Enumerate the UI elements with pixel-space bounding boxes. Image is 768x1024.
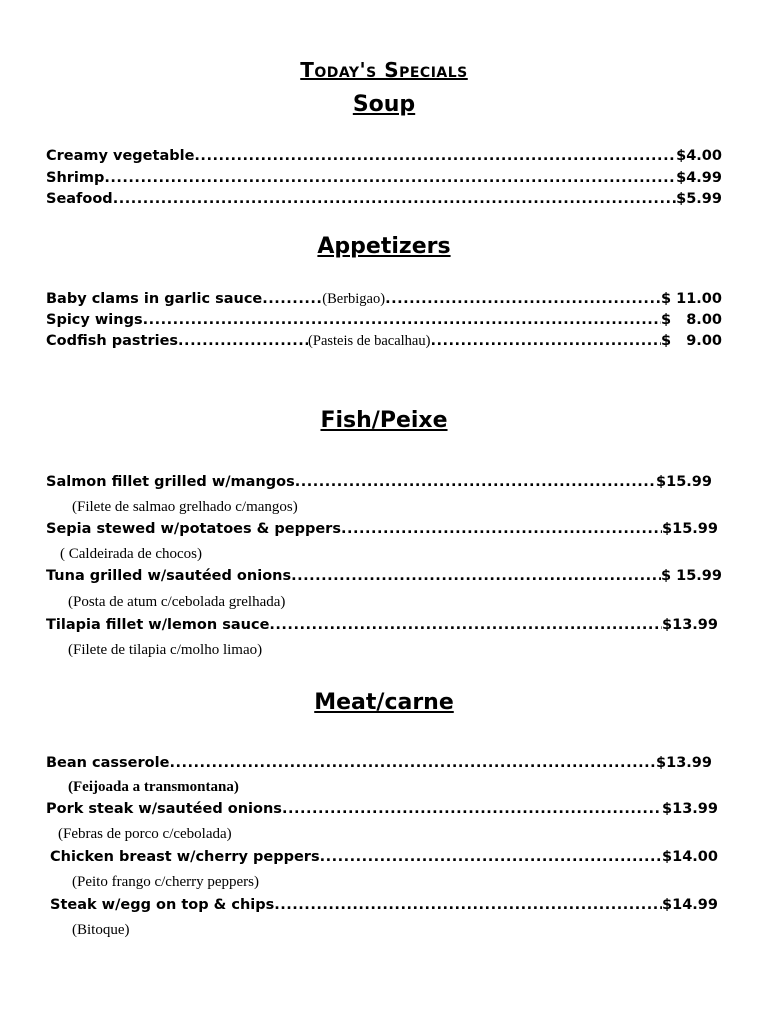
leader-dots [274,897,662,913]
fish-heading: Fish/Peixe [320,408,448,433]
item-translation: (Filete de salmao grelhado c/mangos) [72,499,298,515]
item-translation: ( Caldeirada de chocos) [60,546,203,562]
item-name: Chicken breast w/cherry peppers [50,849,320,865]
menu-item-fish [46,568,722,590]
item-name: Shrimp [46,170,105,186]
item-price: $13.99 [662,617,718,633]
item-translation: (Feijoada a transmontana) [68,779,239,795]
menu-item-fish [46,474,712,496]
leader-dots [430,333,661,349]
leader-dots [282,801,662,817]
item-name: Steak w/egg on top & chips [50,897,275,913]
menu-item-appetizer [46,312,722,334]
item-name: Pork steak w/sautéed onions [46,801,282,817]
leader-dots [295,474,656,490]
meat-heading: Meat/carne [314,690,454,715]
item-translation: (Posta de atum c/cebolada grelhada) [68,594,286,610]
item-translation: (Filete de tilapia c/molho limao) [68,642,263,658]
item-name: Bean casserole [46,755,170,771]
item-price: $14.00 [662,849,718,865]
leader-dots [291,568,661,584]
item-translation: (Berbigao) [322,291,386,307]
leader-dots [341,521,662,537]
item-name: Spicy wings [46,312,143,328]
leader-dots [178,333,308,349]
leader-dots [194,148,676,164]
item-translation: (Bitoque) [72,922,130,938]
leader-dots [169,755,656,771]
item-price: $ 11.00 [660,291,722,307]
item-name: Codfish pastries [46,333,179,349]
item-price: $4.99 [676,170,722,186]
item-price: $13.99 [656,755,712,771]
menu-item-soup [46,191,722,213]
leader-dots [143,312,661,328]
leader-dots [113,191,676,207]
item-price: $ 15.99 [660,568,722,584]
item-translation: (Peito frango c/cherry peppers) [72,874,260,890]
soup-heading: Soup [352,92,416,117]
menu-item-appetizer [46,291,722,313]
menu-item-soup [46,170,722,192]
leader-dots [320,849,662,865]
menu-item-meat [46,801,718,823]
leader-dots [104,170,676,186]
item-name: Salmon fillet grilled w/mangos [46,474,295,490]
item-name: Baby clams in garlic sauce [46,291,263,307]
item-price: $5.99 [676,191,722,207]
menu-item-fish [46,521,718,543]
item-name: Creamy vegetable [46,148,195,164]
item-name: Seafood [46,191,113,207]
item-name: Tilapia fillet w/lemon sauce [46,617,270,633]
item-price: $13.99 [662,801,718,817]
item-translation: (Febras de porco c/cebolada) [58,826,232,842]
leader-dots [262,291,322,307]
item-price: $15.99 [662,521,718,537]
page-title: Today's Specials [300,58,468,82]
menu-item-meat [46,755,712,777]
item-price: $ 9.00 [660,333,722,349]
item-price: $4.00 [676,148,722,164]
menu-item-appetizer [46,333,722,355]
item-translation: (Pasteis de bacalhau) [308,333,431,349]
menu-item-fish [46,617,718,639]
item-price: $15.99 [656,474,712,490]
menu-item-meat [50,897,718,919]
appetizers-heading: Appetizers [317,234,451,259]
leader-dots [385,291,661,307]
item-name: Sepia stewed w/potatoes & peppers [46,521,341,537]
menu-item-soup [46,148,722,170]
item-name: Tuna grilled w/sautéed onions [46,568,292,584]
item-price: $14.99 [662,897,718,913]
leader-dots [269,617,662,633]
menu-item-meat [50,849,718,871]
item-price: $ 8.00 [660,312,722,328]
